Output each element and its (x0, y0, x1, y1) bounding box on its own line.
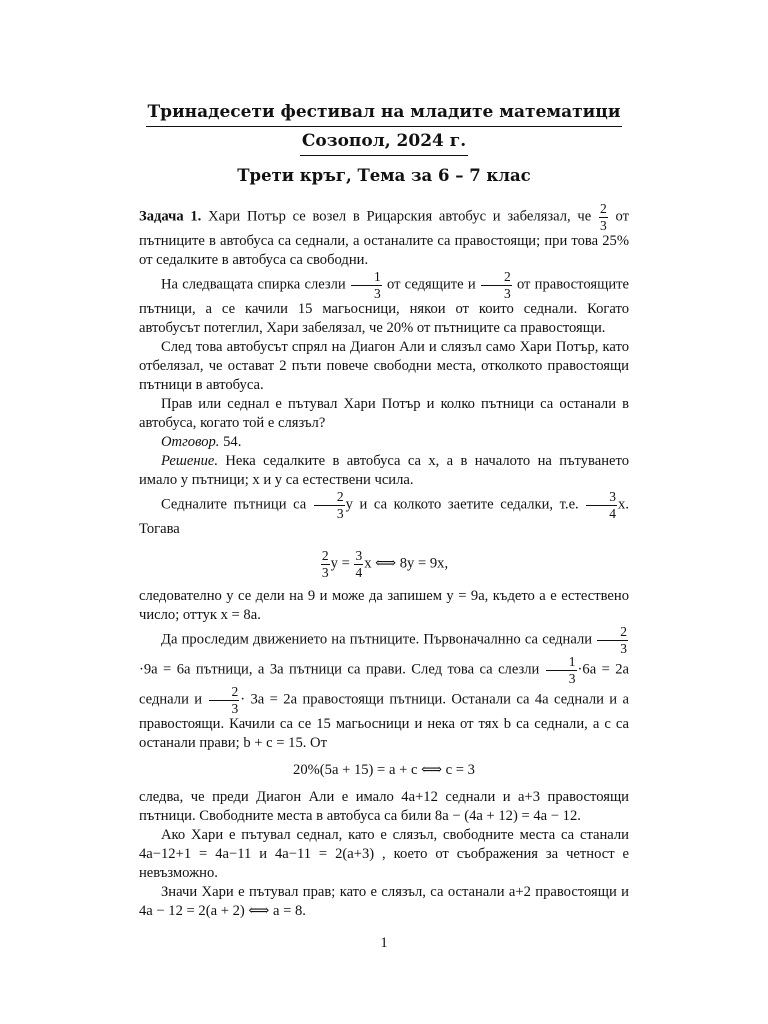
equation-1: $\frac{2}{3}$ y = $\frac{3}{4}$ x ⟺ 8y = 9x, (321, 548, 449, 580)
answer-value: 54. (223, 434, 242, 450)
page-number: 1 (380, 935, 388, 951)
problem-paragraph-2: На следващата спирка слезли $\frac{1}{3}$ от седящите и $\frac{2}{3}$ от правостоящите пътници, а се качили 15 магьосници, някои от които седнали. Когато автобусът потеглил, Хари забелязал, че 20% от пътниците са правостоящи. (139, 269, 629, 336)
solution-label: Решение. (161, 453, 219, 469)
solution-paragraph-6: Ако Хари е пътувал седнал, като е слязъл, свободните места са станали 4a−12+1 = 4a−11 и 4a−11 = 2(a+3) , което от съображения за четност е невъзможно. (139, 827, 629, 881)
location-year: Созопол, 2024 г. (300, 129, 468, 156)
fraction-three-fourths: $\frac{3}{4}$ (586, 490, 617, 520)
solution-paragraph-7: Значи Хари е пътувал прав; като е слязъл, са останали a+2 правостоящи и 4a − 12 = 2(a + 2) ⟺ a = 8. (139, 884, 629, 919)
answer-label: Отговор. (161, 434, 220, 450)
problem-paragraph-3: След това автобусът спрял на Диагон Али и слязъл само Хари Потър, като отбелязал, че остават 2 пъти повече свободни места, отколкото правостоящи пътници в автобуса. (139, 339, 629, 393)
fraction-two-thirds: $\frac{2}{3}$ (481, 270, 512, 300)
document-body (139, 202, 629, 921)
solution-paragraph-2: Седналите пътници са $\frac{2}{3}$ y и са колкото заетите седалки, т.е. $\frac{3}{4}$ x. Тогава (139, 489, 629, 537)
solution-paragraph-5: следва, че преди Диагон Али е имало 4a+12 седнали и a+3 правостоящи пътници. Свободните места в автобуса са били 8a − (4a + 12) = 4a − 12. (139, 789, 629, 824)
festival-title: Тринадесети фестивал на младите математици (146, 100, 623, 127)
problem-label: Задача 1. (139, 208, 202, 225)
answer-line (139, 433, 629, 452)
equation-2: 20%(5a + 15) = a + c ⟺ c = 3 (293, 762, 475, 778)
fraction-two-thirds: $\frac{2}{3}$ (314, 490, 345, 520)
solution-paragraph-3: следователно y се дели на 9 и може да запишем y = 9a, където a е естествено число; оттук x = 8a. (139, 588, 629, 623)
problem-paragraph-1: Задача 1. Хари Потър се возел в Рицарския автобус и забелязал, че $\frac{2}{3}$ от пътниците в автобуса са седнали, а останалите са правостоящи; при това 25% от седалките в автобуса са свободни. (139, 201, 629, 268)
document-header (0, 100, 768, 188)
fraction-two-thirds: $\frac{2}{3}$ (599, 201, 607, 233)
problem-paragraph-4: Прав или седнал е пътувал Хари Потър и колко пътници са останали в автобуса, когато той е слязъл? (139, 396, 629, 431)
round-title: Трети кръг, Тема за 6 – 7 клас (237, 166, 531, 185)
fraction-one-third: $\frac{1}{3}$ (351, 270, 382, 300)
solution-paragraph-1: Решение. Нека седалките в автобуса са x, а в началото на пътуването имало y пътници; x и y са естествени чсила. (139, 453, 629, 488)
solution-paragraph-4: Да проследим движението на пътниците. Първоначалнно са седнали $\frac{2}{3}$ ·9a = 6a пътници, а 3a пътници са прави. След това са слезли $\frac{1}{3}$ ·6a = 2a седнали и $\frac{2}{3}$ · 3a = 2a правостоящи пътници. Останали са 4a седнали и a правостоящи. Качили са се 15 магьосници и нека от тях b са седнали, а c са останали прави; b + c = 15. От (139, 624, 630, 751)
